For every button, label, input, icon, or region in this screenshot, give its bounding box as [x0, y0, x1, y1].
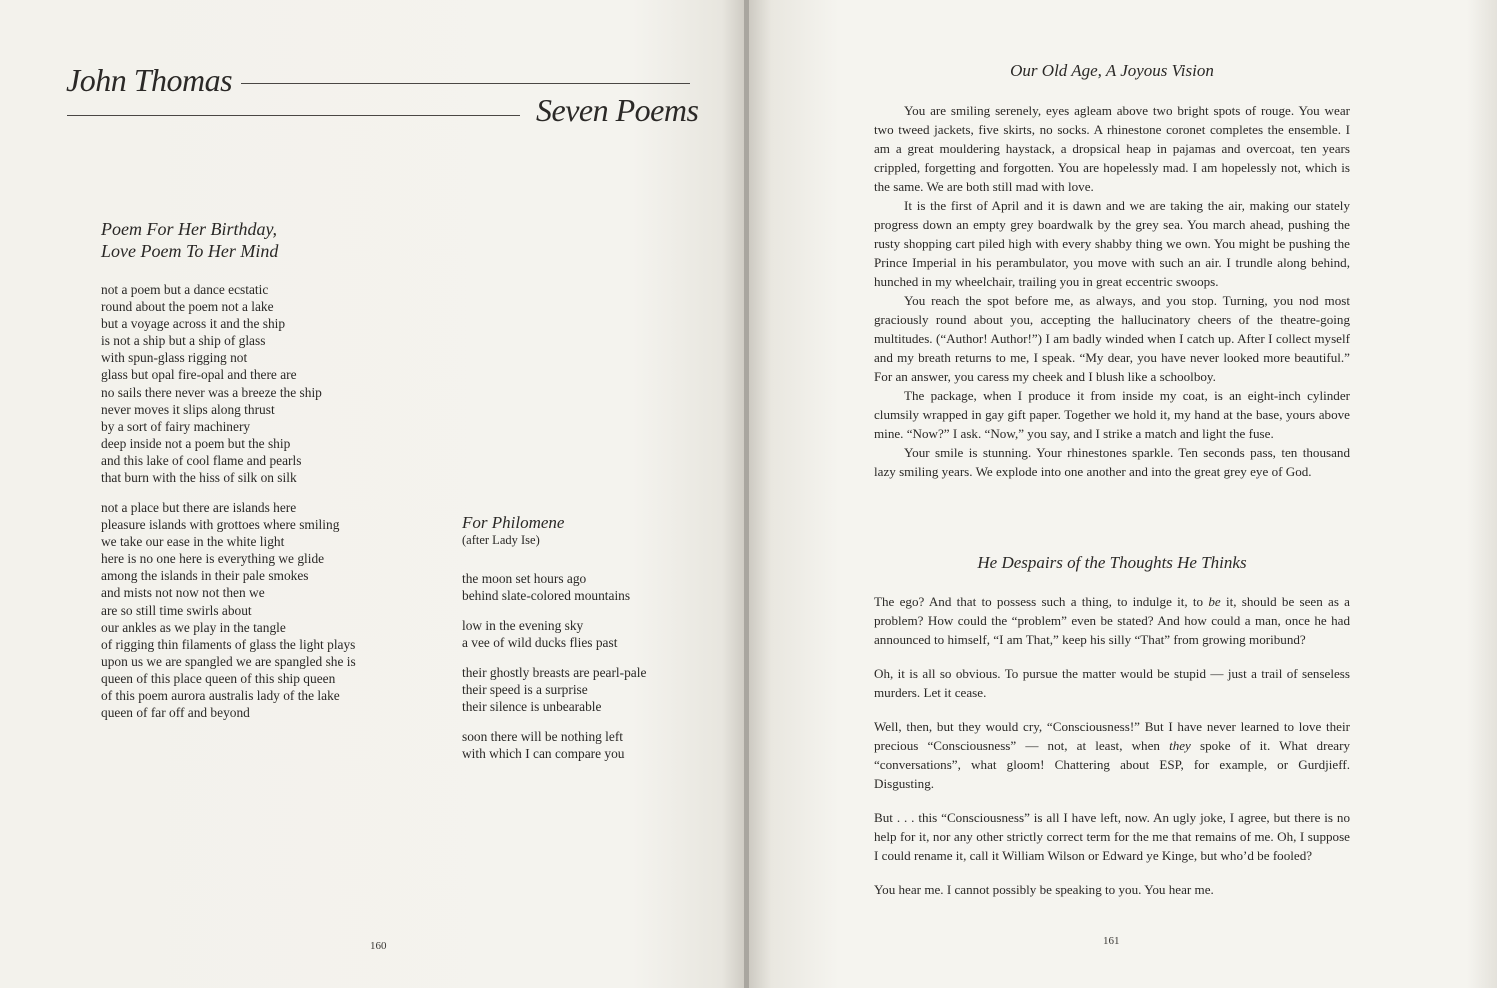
poem-line: never moves it slips along thrust — [101, 401, 275, 417]
left-page — [0, 0, 744, 988]
poem-line: among the islands in their pale smokes — [101, 568, 309, 584]
page-number-left: 160 — [370, 940, 387, 952]
section1-body — [874, 101, 1350, 481]
poem-line: no sails there never was a breeze the ship — [101, 384, 322, 400]
poem-line: their speed is a surprise — [462, 682, 588, 698]
poem1-title — [101, 218, 278, 262]
poem2-title: For Philomene — [462, 513, 565, 532]
section2-body — [874, 592, 1350, 914]
text-run: Well, then, but they would cry, “Consciousness!” But I have never learned to love their precious “Consciousness” — not, at least, when — [874, 719, 1350, 753]
page-number-right: 161 — [1103, 935, 1120, 947]
poem2-stanza1 — [462, 570, 630, 604]
section1-title: Our Old Age, A Joyous Vision — [1010, 61, 1214, 80]
paragraph: You hear me. I cannot possibly be speaking to you. You hear me. — [874, 882, 1214, 897]
paragraph: It is the first of April and it is dawn and we are taking the air, making our stately progress down an empty grey boardwalk by the grey sea. You march ahead, pushing the rusty shopping cart piled high with every shabby thing we own. You might be pushing the Prince Imperial in his perambulator, you move with such an air. I trundle along behind, hunched in my wheelchair, trailing you in great eccentric swoops. — [874, 198, 1350, 289]
poem-line: pleasure islands with grottoes where smiling — [101, 517, 340, 533]
paragraph: But . . . this “Consciousness” is all I have left, now. An ugly joke, I agree, but there is no help for it, nor any other strictly correct term for the me that remains of me. Oh, I suppose I could rename it, call it William Wilson or Edward ye Kinge, but who’d be fooled? — [874, 810, 1350, 863]
text-run: spoke of it. What dreary “conversations”, what gloom! Chattering about ESP, for example, or Gurdjieff. Disgusting. — [874, 738, 1350, 791]
poem-line: that burn with the hiss of silk on silk — [101, 470, 297, 486]
poem-line: not a place but there are islands here — [101, 500, 297, 515]
poem-line: we take our ease in the white light — [101, 534, 285, 550]
poem-line: with spun-glass rigging not — [101, 350, 248, 366]
poem-line: their silence is unbearable — [462, 699, 602, 715]
paragraph: You reach the spot before me, as always, and you stop. Turning, you nod most graciously round about you, accepting the hallucinatory cheers of the theatre-going multitudes. (“Author! Author!”) I am badly winded when I catch up. After I collect myself and my breath returns to me, I speak. “My dear, you have never looked more beautiful.” For an answer, you caress my cheek and I blush like a schoolboy. — [874, 293, 1350, 384]
poem-line: are so still time swirls about — [101, 602, 252, 618]
series-title: Seven Poems — [536, 92, 699, 128]
poem-line: deep inside not a poem but the ship — [101, 435, 291, 451]
poem1-stanza2 — [101, 499, 356, 721]
emphasis: be — [1208, 594, 1221, 609]
header-rule-top — [241, 83, 690, 84]
poem2-stanza4 — [462, 728, 625, 762]
poem-line: behind slate-colored mountains — [462, 588, 631, 604]
paragraph: The package, when I produce it from inside my coat, is an eight-inch cylinder clumsily wrapped in gay gift paper. Together we hold it, my hand at the base, yours above mine. “Now?” I ask. “Now,” you say, and I strike a match and light the fuse. — [874, 388, 1350, 441]
text-run: The ego? And that to possess such a thing, to indulge it, to — [874, 594, 1209, 609]
poem-line: the moon set hours ago — [462, 571, 587, 586]
poem2-stanza3 — [462, 664, 646, 715]
header-rule-bottom — [67, 115, 520, 116]
poem-line: glass but opal fire-opal and there are — [101, 367, 297, 383]
poem-line: and this lake of cool flame and pearls — [101, 452, 302, 468]
poem-line: queen of this place queen of this ship queen — [101, 670, 336, 686]
poem-line: here is no one here is everything we glide — [101, 551, 325, 567]
paragraph: Oh, it is all so obvious. To pursue the matter would be stupid — just a trail of senseless murders. Let it cease. — [874, 666, 1350, 700]
poem-line: their ghostly breasts are pearl-pale — [462, 665, 647, 680]
poem2-stanza2 — [462, 617, 617, 651]
poem-line: soon there will be nothing left — [462, 729, 624, 744]
poem1-title-line1: Poem For Her Birthday, — [101, 219, 277, 239]
author-name: John Thomas — [66, 62, 233, 98]
emphasis: they — [1169, 738, 1191, 753]
paragraph — [874, 592, 1350, 649]
right-page — [749, 0, 1497, 988]
poem-line: of this poem aurora australis lady of the lake — [101, 688, 340, 704]
poem-line: upon us we are spangled we are spangled she is — [101, 653, 356, 669]
poem-line: round about the poem not a lake — [101, 299, 274, 315]
poem-line: with which I can compare you — [462, 746, 625, 762]
paragraph: You are smiling serenely, eyes agleam above two bright spots of rouge. You wear two tweed jackets, five skirts, no socks. A rhinestone coronet completes the ensemble. I am a great mouldering haystack, a dropsical heap in pajamas and overcoat, ten years crippled, forgetting and forgotten. You are hopelessly mad. I am hopelessly not, which is the same. We are both still mad with love. — [874, 103, 1350, 194]
poem-line: our ankles as we play in the tangle — [101, 619, 286, 635]
poem-line: low in the evening sky — [462, 618, 584, 633]
paragraph: Your smile is stunning. Your rhinestones sparkle. Ten seconds pass, ten thousand lazy smiling years. We explode into one another and into the great grey eye of God. — [874, 445, 1350, 479]
poem-line: of rigging thin filaments of glass the light plays — [101, 636, 356, 652]
poem-line: is not a ship but a ship of glass — [101, 333, 266, 349]
poem-line: and mists not now not then we — [101, 585, 265, 601]
text-run: it, should be seen as a problem? How could the “problem” even be stated? And how could a man, once he had announced to himself, “I am That,” keep his silly “That” from growing moribund? — [874, 594, 1350, 647]
poem-line: a vee of wild ducks flies past — [462, 635, 618, 651]
poem-line: but a voyage across it and the ship — [101, 316, 286, 332]
poem-line: not a poem but a dance ecstatic — [101, 282, 269, 297]
poem2-subtitle: (after Lady Ise) — [462, 533, 540, 547]
poem-line: queen of far off and beyond — [101, 705, 250, 721]
poem1-stanza1 — [101, 281, 322, 486]
paragraph — [874, 717, 1350, 793]
poem1-title-line2: Love Poem To Her Mind — [101, 241, 279, 261]
section2-title: He Despairs of the Thoughts He Thinks — [977, 553, 1247, 572]
poem-line: by a sort of fairy machinery — [101, 418, 251, 434]
